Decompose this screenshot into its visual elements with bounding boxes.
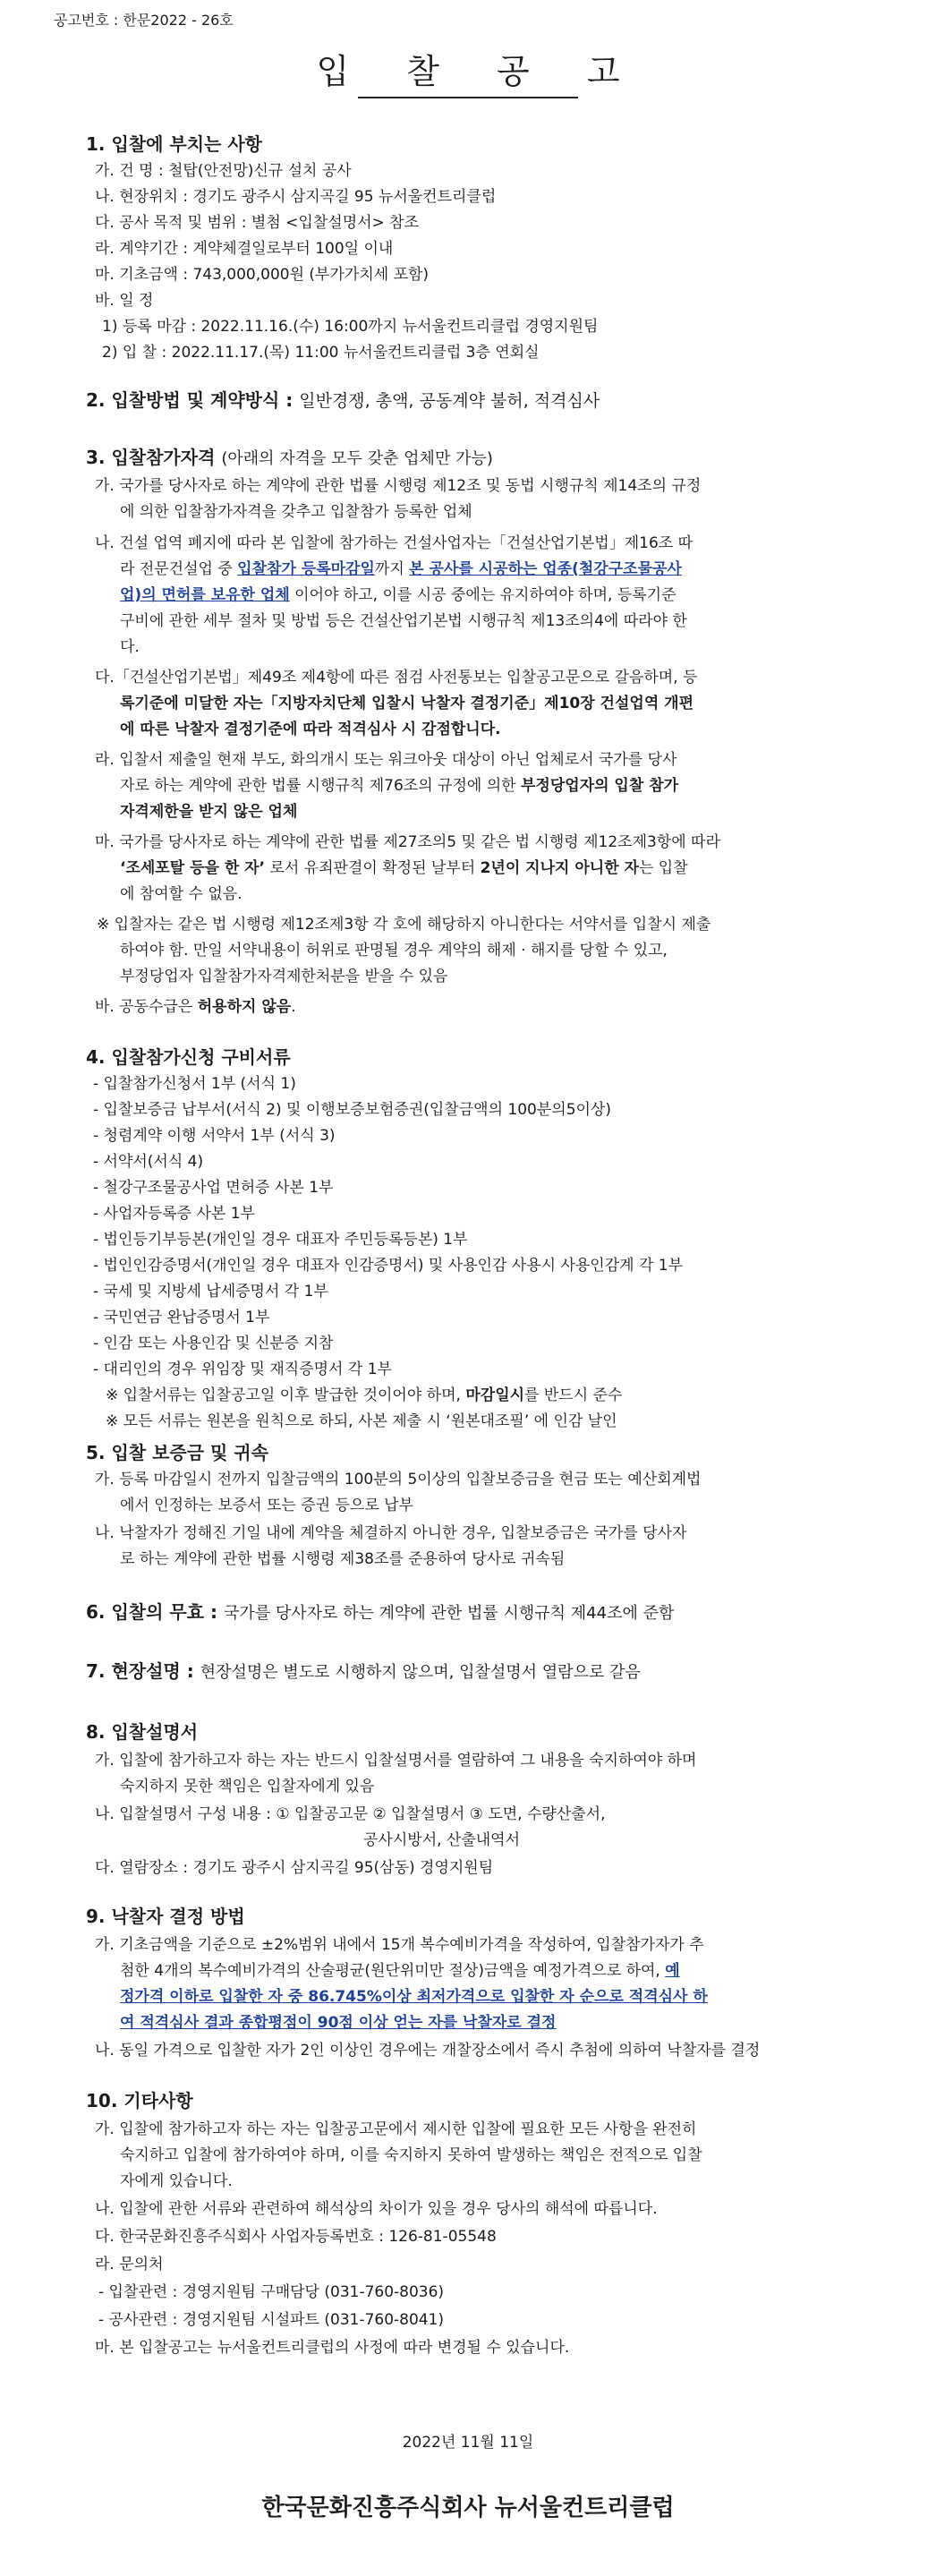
s3-ra-line2	[120, 776, 678, 796]
s3-na-line3	[120, 585, 676, 605]
s3-na-text: 라 전문건설업 중	[120, 560, 238, 578]
s3-na-line5: 다.	[120, 638, 140, 656]
s4-note-emph: 마감일시	[465, 1386, 525, 1404]
s3-ma-line2	[120, 858, 688, 878]
section-6-heading: 6. 입찰의 무효 :	[86, 1601, 218, 1623]
s1-item-ma: 마. 기초금액 : 743,000,000원 (부가가치세 포함)	[95, 266, 430, 284]
section-7-heading: 7. 현장설명 :	[86, 1660, 194, 1682]
s3-ga-line1: 가. 국가를 당사자로 하는 계약에 관한 법률 시행령 제12조 및 동법 시행규칙 제14조의 규정	[95, 477, 702, 495]
s1-item-da: 다. 공사 목적 및 범위 : 별첨 <입찰설명서> 참조	[95, 214, 420, 232]
s3-da-line3: 에 따른 낙찰자 결정기준에 따라 적격심사 시 감점합니다.	[120, 721, 501, 738]
s9-ga-line3: 정가격 이하로 입찰한 자 중 86.745%이상 최저가격으로 입찰한 자 순으로 적격심사 하	[120, 1988, 708, 2006]
s4-list-item: - 입찰참가신청서 1부 (서식 1)	[93, 1075, 296, 1093]
s1-item-ga: 가. 건 명 : 철탑(안전망)신규 설치 공사	[95, 162, 352, 180]
s3-na-emph-3: 업)의 면허를 보유한 업체	[120, 586, 290, 604]
s9-ga-line1: 가. 기초금액을 기준으로 ±2%범위 내에서 15개 복수예비가격을 작성하여, 입찰참가자가 추	[95, 1936, 704, 1954]
s3-ma-emph-2: 2년이 지나지 아니한 자	[480, 859, 639, 877]
s8-na-line1: 나. 입찰설명서 구성 내용 : ① 입찰공고문 ② 입찰설명서 ③ 도면, 수량산출서,	[95, 1805, 606, 1823]
s4-list-item: - 국세 및 지방세 납세증명서 각 1부	[93, 1283, 328, 1301]
s5-na-line2: 로 하는 계약에 관한 법률 시행령 제38조를 준용하여 당사로 귀속됨	[120, 1550, 566, 1568]
s4-list-item: - 철강구조물공사업 면허증 사본 1부	[93, 1179, 334, 1197]
s4-list-item: - 청렴계약 이행 서약서 1부 (서식 3)	[93, 1127, 336, 1145]
section-2-text: 일반경쟁, 총액, 공동계약 불허, 적격심사	[299, 391, 600, 411]
s4-list-item: - 대리인의 경우 위임장 및 재직증명서 각 1부	[93, 1361, 392, 1378]
s10-ga-line3: 자에게 있습니다.	[120, 2172, 233, 2190]
s9-ga-emph: 예	[665, 1962, 680, 1980]
s1-item-ba: 바. 일 정	[95, 292, 154, 310]
s4-list-item: - 법인인감증명서(개인일 경우 대표자 인감증명서) 및 사용인감 사용시 사용인감계 각 1부	[93, 1257, 684, 1275]
section-1-heading: 1. 입찰에 부치는 사항	[86, 133, 262, 155]
s8-na-line2: 공사시방서, 산출내역서	[363, 1831, 521, 1849]
s10-ga-line1: 가. 입찰에 참가하고자 하는 자는 입찰공고문에서 제시한 입찰에 필요한 모든 사항을 완전히	[95, 2120, 697, 2138]
s4-list-item: - 서약서(서식 4)	[93, 1153, 204, 1171]
s4-note-text: 를 반드시 준수	[524, 1386, 623, 1404]
s9-ga-line2	[120, 1961, 680, 1981]
section-10-heading: 10. 기타사항	[86, 2090, 193, 2111]
s3-ra-emph: 부정당업자의 입찰 참가	[520, 777, 679, 795]
s4-list-item: - 입찰보증금 납부서(서식 2) 및 이행보증보험증권(입찰금액의 100분의5이상)	[93, 1101, 611, 1119]
s10-ra-line: 라. 문의처	[95, 2256, 164, 2273]
s9-ga-line4: 여 적격심사 결과 종합평점이 90점 이상 얻는 자를 낙찰자로 결정	[120, 2014, 557, 2032]
section-4-heading: 4. 입찰참가신청 구비서류	[86, 1046, 291, 1068]
s10-na-line: 나. 입찰에 관한 서류와 관련하여 해석상의 차이가 있을 경우 당사의 해석에 따릅니다.	[95, 2200, 658, 2218]
title-underline	[358, 97, 578, 98]
s3-ba-text: 바. 공동수급은	[95, 998, 198, 1016]
s1-item-ra: 라. 계약기간 : 계약체결일로부터 100일 이내	[95, 240, 394, 258]
section-3-note: (아래의 자격을 모두 갖춘 업체만 가능)	[221, 449, 493, 468]
section-2	[86, 390, 600, 411]
s3-ma-text: 로서 유죄판결이 확정된 날부터	[265, 859, 481, 877]
s10-contact-bid: - 입찰관련 : 경영지원팀 구매담당 (031-760-8036)	[98, 2283, 445, 2301]
s10-ma-line: 마. 본 입찰공고는 뉴서울컨트리클럽의 사정에 따라 변경될 수 있습니다.	[95, 2339, 570, 2357]
s4-list-item: - 인감 또는 사용인감 및 신분증 지참	[93, 1335, 334, 1352]
s3-ma-emph-1: ‘조세포탈 등을 한 자’	[120, 859, 266, 877]
s4-list-item: - 법인등기부등본(개인일 경우 대표자 주민등록등본) 1부	[93, 1231, 468, 1249]
section-7-text: 현장설명은 별도로 시행하지 않으며, 입찰설명서 열람으로 갈음	[200, 1663, 641, 1682]
s1-item-na: 나. 현장위치 : 경기도 광주시 삼지곡길 95 뉴서울컨트리클럽	[95, 188, 497, 206]
s1-schedule-1: 1) 등록 마감 : 2022.11.16.(수) 16:00까지 뉴서울컨트리클럽 경영지원팀	[102, 318, 599, 336]
section-5-heading: 5. 입찰 보증금 및 귀속	[86, 1442, 268, 1463]
s1-schedule-2: 2) 입 찰 : 2022.11.17.(목) 11:00 뉴서울컨트리클럽 3층 연회실	[102, 344, 540, 362]
s3-note-line2: 하여야 함. 만일 서약내용이 허위로 판명될 경우 계약의 해제 · 해지를 당할 수 있고,	[120, 942, 668, 960]
s3-ra-line1: 라. 입찰서 제출일 현재 부도, 화의개시 또는 워크아웃 대상이 아닌 업체로서 국가를 당사	[95, 751, 677, 769]
s8-ga-line1: 가. 입찰에 참가하고자 하는 자는 반드시 입찰설명서를 열람하여 그 내용을 숙지하여야 하며	[95, 1752, 697, 1770]
s4-note-text: ※ 입찰서류는 입찰공고일 이후 발급한 것이어야 하며,	[106, 1386, 466, 1404]
s3-ba-line	[95, 997, 296, 1017]
s3-na-emph-2: 본 공사를 시공하는 업종(철강구조물공사	[409, 560, 682, 578]
s3-na-emph-1: 입찰참가 등록마감일	[237, 560, 375, 578]
section-2-heading: 2. 입찰방법 및 계약방식 :	[86, 389, 294, 411]
s3-da-line2: 록기준에 미달한 자는「지방자치단체 입찰시 낙찰자 결정기준」제10장 건설업역 개편	[120, 695, 694, 712]
section-3	[86, 448, 493, 469]
s3-ra-line3: 자격제한을 받지 않은 업체	[120, 803, 298, 821]
s3-na-text: 이어야 하고, 이를 시공 중에는 유지하여야 하며, 등록기준	[289, 586, 676, 604]
s3-ra-text: 자로 하는 계약에 관한 법률 시행규칙 제76조의 규정에 의한	[120, 777, 521, 795]
s9-na-line: 나. 동일 가격으로 입찰한 자가 2인 이상인 경우에는 개찰장소에서 즉시 추첨에 의하여 낙찰자를 결정	[95, 2042, 761, 2060]
section-9-heading: 9. 낙찰자 결정 방법	[86, 1906, 245, 1927]
section-6-text: 국가를 당사자로 하는 계약에 관한 법률 시행규칙 제44조에 준함	[223, 1604, 675, 1623]
s3-na-line2	[120, 559, 682, 579]
s4-note-1	[106, 1386, 622, 1405]
s3-ma-line1: 마. 국가를 당사자로 하는 계약에 관한 법률 제27조의5 및 같은 법 시행령 제12조제3항에 따라	[95, 833, 720, 851]
notice-date: 2022년 11월 11일	[402, 2434, 534, 2452]
s10-da-line: 다. 한국문화진흥주식회사 사업자등록번호 : 126-81-05548	[95, 2228, 497, 2246]
section-6	[86, 1602, 674, 1624]
section-3-heading: 3. 입찰참가자격	[86, 447, 216, 468]
s3-ba-text: .	[291, 998, 296, 1016]
s3-ma-line3: 에 참여할 수 없음.	[120, 885, 243, 903]
s8-da-line: 다. 열람장소 : 경기도 광주시 삼지곡길 95(삼동) 경영지원팀	[95, 1859, 494, 1877]
s3-na-text: 까지	[374, 560, 410, 578]
s3-na-line4: 구비에 관한 세부 절차 및 방법 등은 건설산업기본법 시행규칙 제13조의4에 따라야 한	[120, 612, 687, 630]
s10-ga-line2: 숙지하고 입찰에 참가하여야 하며, 이를 숙지하지 못하여 발생하는 책임은 전적으로 입찰	[120, 2146, 702, 2164]
s3-ga-line2: 에 의한 입찰참가자격을 갖추고 입찰참가 등록한 업체	[120, 503, 472, 521]
s9-ga-text: 첨한 4개의 복수예비가격의 산술평균(원단위미만 절상)금액을 예정가격으로 하여,	[120, 1962, 666, 1980]
page-title: 입 찰 공 고	[316, 52, 643, 91]
s5-ga-line1: 가. 등록 마감일시 전까지 입찰금액의 100분의 5이상의 입찰보증금을 현금 또는 예산회계법	[95, 1471, 702, 1488]
s4-list-item: - 사업자등록증 사본 1부	[93, 1205, 255, 1223]
s3-note-line1: ※ 입찰자는 같은 법 시행령 제12조제3항 각 호에 해당하지 아니한다는 서약서를 입찰시 제출	[97, 916, 711, 934]
s5-na-line1: 나. 낙찰자가 정해진 기일 내에 계약을 체결하지 아니한 경우, 입찰보증금은 국가를 당사자	[95, 1524, 687, 1542]
s3-note-line3: 부정당업자 입찰참가자격제한처분을 받을 수 있음	[120, 968, 448, 985]
section-7	[86, 1661, 641, 1683]
issuer-organization: 한국문화진흥주식회사 뉴서울컨트리클럽	[261, 2495, 675, 2521]
s5-ga-line2: 에서 인정하는 보증서 또는 증권 등으로 납부	[120, 1497, 414, 1514]
section-8-heading: 8. 입찰설명서	[86, 1721, 199, 1743]
s3-ma-text: 는 입찰	[638, 859, 688, 877]
s3-ba-emph: 허용하지 않음	[197, 998, 292, 1016]
s4-note-2: ※ 모든 서류는 원본을 원칙으로 하되, 사본 제출 시 ‘원본대조필’ 에 인감 날인	[106, 1412, 617, 1430]
s4-list-item: - 국민연금 완납증명서 1부	[93, 1309, 270, 1326]
s3-da-line1: 다.「건설산업기본법」제49조 제4항에 따른 점검 사전통보는 입찰공고문으로 갈음하며, 등	[95, 669, 698, 687]
s10-contact-construction: - 공사관련 : 경영지원팀 시설파트 (031-760-8041)	[98, 2311, 445, 2329]
s8-ga-line2: 숙지하지 못한 책임은 입찰자에게 있음	[120, 1778, 375, 1796]
notice-number: 공고번호 : 한문2022 - 26호	[54, 12, 234, 29]
s3-na-line1: 나. 건설 업역 폐지에 따라 본 입찰에 참가하는 건설사업자는「건설산업기본법」제16조 따	[95, 534, 693, 552]
